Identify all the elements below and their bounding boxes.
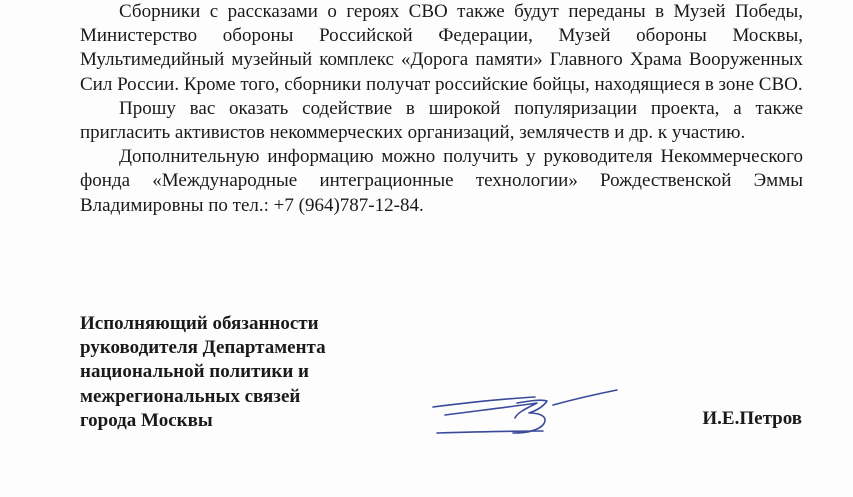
signatory-title (80, 312, 326, 433)
signatory-title-line: руководителя Департамента (80, 337, 326, 359)
paragraph-contact: Дополнительную информацию можно получить у руководителя Некоммерческого фонда «Международные интеграционные технологии» Рождественской Эммы Владимировны по тел.: +7 (964)787-12-84. (80, 146, 803, 216)
signatory-title-line: Исполняющий обязанности (80, 313, 319, 334)
signatory-title-line: города Москвы (80, 409, 213, 431)
signer-name: И.Е.Петров (702, 408, 802, 429)
handwritten-signature (425, 385, 625, 445)
signatory-title-line: межрегиональных связей (80, 385, 301, 407)
letter-body (80, 0, 803, 218)
paragraph-request: Прошу вас оказать содействие в широкой популяризации проекта, а также пригласить активистов некоммерческих организаций, землячеств и др. к участию. (80, 97, 803, 144)
paragraph-museums: Сборники с рассказами о героях СВО также будут переданы в Музей Победы, Министерство обороны Российской Федерации, Музей обороны Москвы, Мультимедийный музейный комплекс «Дорога памяти» Главного Храма Вооруженных Сил России. Кроме того, сборники получат российские бойцы, находящиеся в зоне СВО. (80, 1, 803, 95)
signatory-title-line: национальной политики и (80, 361, 309, 383)
